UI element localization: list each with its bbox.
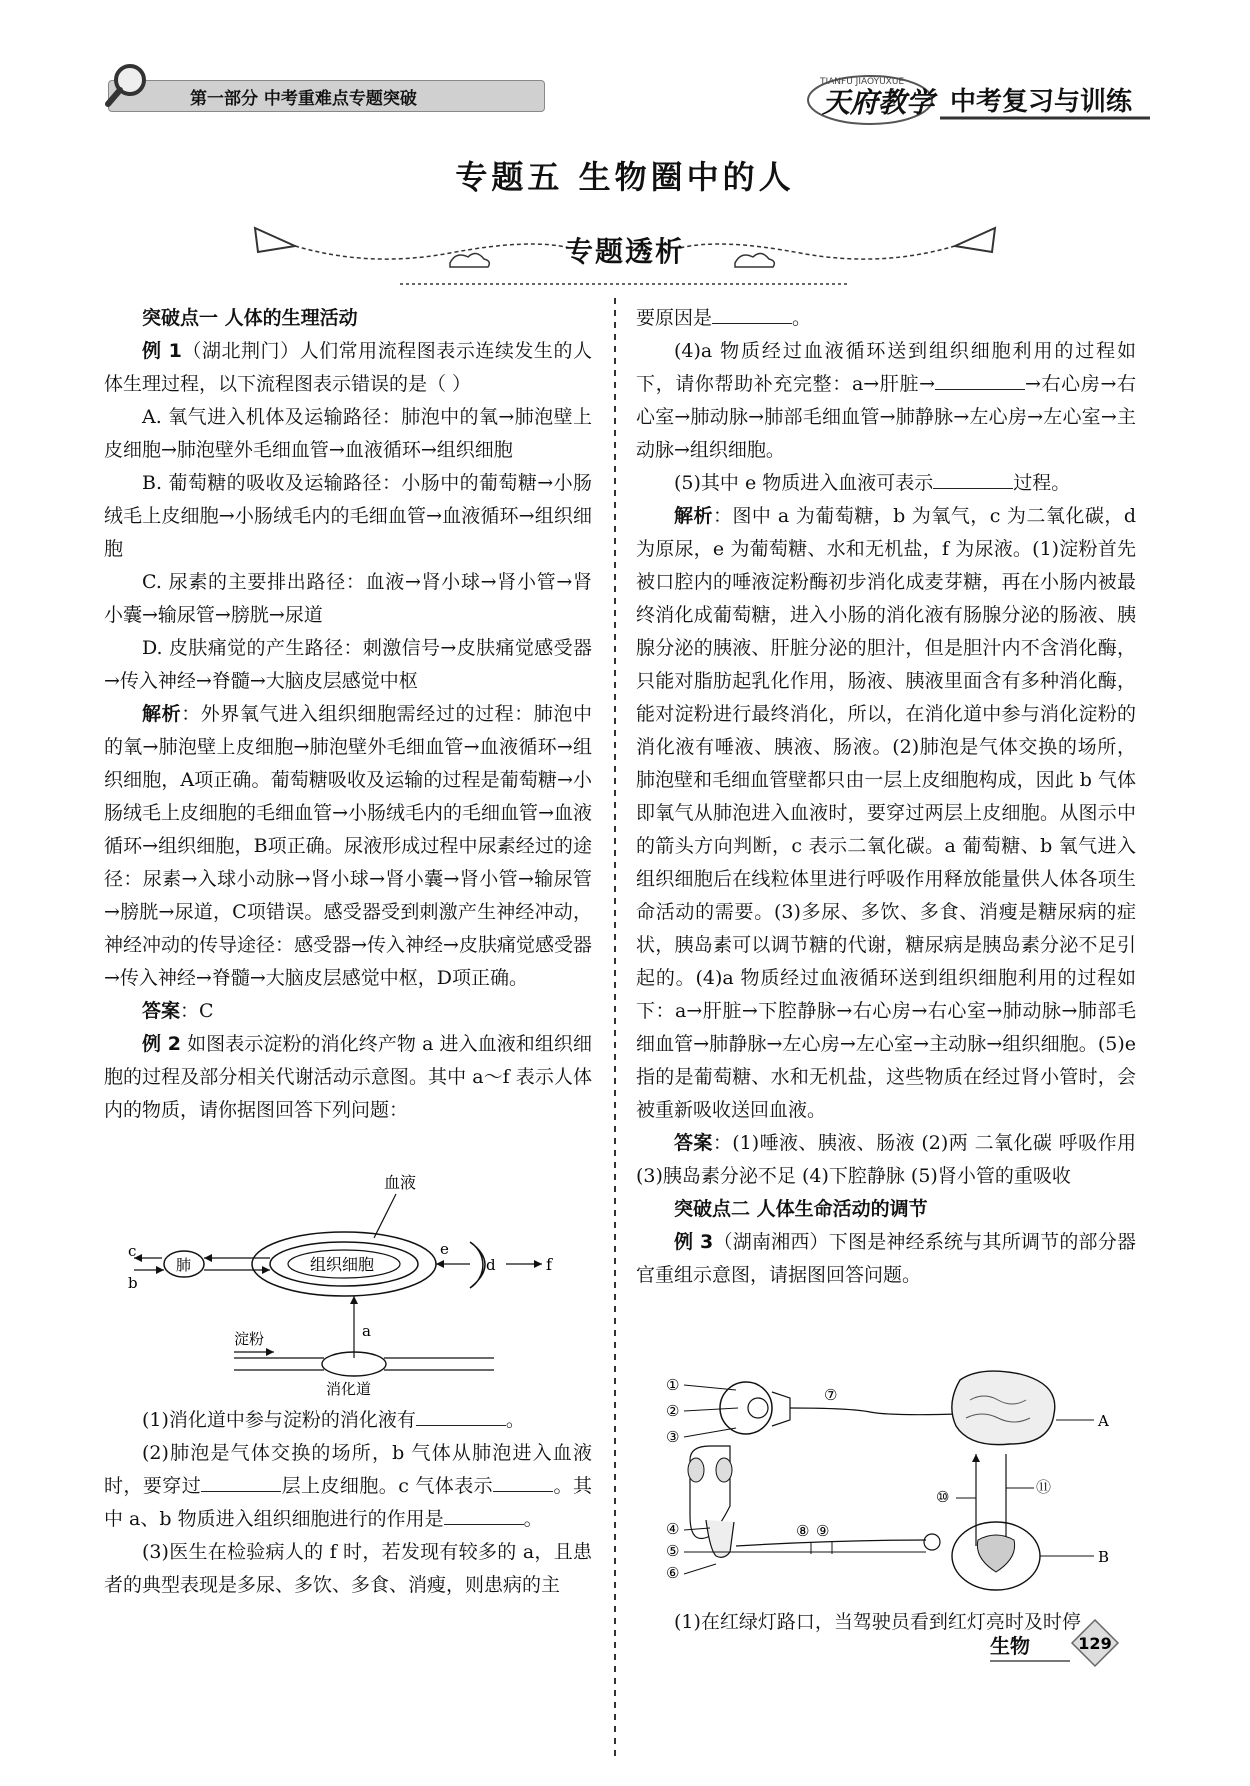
fig2-n5: ⑤ [666, 1542, 680, 1560]
example-2 [104, 1028, 592, 1127]
column-divider [614, 298, 616, 1758]
analysis-2-label: 解析 [674, 505, 713, 527]
example-1-text: （湖北荆门）人们常用流程图表示连续发生的人体生理过程，以下流程图表示错误的是（ ） [104, 340, 592, 395]
answer-blank[interactable] [493, 1473, 553, 1492]
answer-1-text: ：C [180, 1000, 214, 1022]
brand-pinyin: TIANFU JIAOYUXUE [820, 77, 905, 87]
question-5-text-a: (5)其中 e 物质进入血液可表示 [674, 472, 934, 494]
question-1-text: (1)消化道中参与淀粉的消化液有 [142, 1409, 416, 1431]
nervous-system-diagram [666, 1370, 1126, 1596]
analysis-1-label: 解析 [142, 703, 182, 725]
question-2-text-a: (2)肺泡是气体交换的场所，b 气体从肺泡进入血液时，要穿过 [104, 1442, 592, 1497]
fig1-a-label: a [362, 1322, 371, 1340]
answer-2-text: ：(1)唾液、胰液、肠液 (2)两 二氧化碳 呼吸作用 (3)胰岛素分泌不足 (4)下腔静脉 (5)肾小管的重吸收 [636, 1132, 1136, 1187]
left-questions [104, 1404, 592, 1602]
question-4-text-b: →右心房→右心室→肺动脉→肺部毛细血管→肺静脉→左心房→左心室→主动脉→组织细胞。 [636, 373, 1136, 461]
option-c: C. 尿素的主要排出路径：血液→肾小球→肾小管→肾小囊→输尿管→膀胱→尿道 [104, 571, 592, 626]
example-1 [104, 335, 592, 401]
question-3-end: 要原因是 。 [636, 307, 812, 329]
option-a: A. 氧气进入机体及运输路径：肺泡中的氧→肺泡壁上皮细胞→肺泡壁外毛细血管→血液循环→组织细胞 [104, 406, 592, 461]
brand-slogan: 中考复习与训练 [950, 87, 1133, 117]
fig1-d-label: d [486, 1256, 496, 1274]
header-section: 第一部分 中考重难点专题突破 [190, 89, 417, 109]
fig2-n11: ⑪ [1036, 1478, 1052, 1496]
fig2-n10: ⑩ [936, 1488, 950, 1506]
digestion-diagram [128, 1172, 564, 1400]
fig1-lung-label: 肺 [176, 1256, 192, 1274]
question-3-end-text: 要原因是 [636, 307, 713, 329]
example-2-label: 例 2 [142, 1033, 181, 1055]
fig2-n7: ⑦ [824, 1386, 838, 1404]
answer-blank[interactable] [444, 1506, 524, 1525]
question-6: (1)在红绿灯路口，当驾驶员看到红灯亮时及时停 [674, 1611, 1081, 1633]
fig1-cell-label: 组织细胞 [310, 1255, 375, 1274]
answer-blank[interactable] [933, 470, 1013, 489]
fig2-n2: ② [666, 1402, 680, 1420]
question-4-text-a: (4)a 物质经过血液循环送到组织细胞利用的过程如下，请你帮助补充完整：a→肝脏→ [636, 340, 1136, 395]
question-2: (2)肺泡是气体交换的场所，b 气体从肺泡进入血液时，要穿过 层上皮细胞。c 气体表示 。其中 a、b 物质进入组织细胞进行的作用是 。 [104, 1442, 592, 1530]
fig2-n9: ⑨ [816, 1522, 830, 1540]
analysis-1-text: ：外界氧气进入组织细胞需经过的过程：肺泡中的氧→肺泡壁上皮细胞→肺泡壁外毛细血管→血液循环→组织细胞，A项正确。葡萄糖吸收及运输的过程是葡萄糖→小肠绒毛上皮细胞的毛细血管→小肠绒毛内的毛细血管→血液循环→组织细胞，B项正确。尿液形成过程中尿素经过的途径：尿素→入球小动脉→肾小球→肾小囊→肾小管→输尿管→膀胱→尿道，C项错误。感受器受到刺激产生神经冲动，神经冲动的传导途径：感受器→传入神经→皮肤痛觉感受器→传入神经→脊髓→大脑皮层感觉中枢，D项正确。 [104, 703, 592, 989]
answer-2 [636, 1127, 1136, 1193]
answer-blank[interactable] [416, 1407, 506, 1426]
example-2-text: 如图表示淀粉的消化终产物 a 进入血液和组织细胞的过程及部分相关代谢活动示意图。其中 a～f 表示人体内的物质，请你据图回答下列问题： [104, 1033, 592, 1121]
analysis-2-text: ：图中 a 为葡萄糖，b 为氧气，c 为二氧化碳，d 为原尿，e 为葡萄糖、水和无机盐，f 为尿液。(1)淀粉首先被口腔内的唾液淀粉酶初步消化成麦芽糖，再在小肠内被最终消化成葡萄糖，进入小肠的消化液有肠腺分泌的肠液、胰腺分泌的胰液、肝脏分泌的胆汁，但是胆汁内不含消化酶，只能对脂肪起乳化作用，肠液、胰液里面含有多种消化酶，能对淀粉进行最终消化，所以，在消化道中参与消化淀粉的消化液有唾液、胰液、肠液。(2)肺泡是气体交换的场所，肺泡壁和毛细血管壁都只由一层上皮细胞构成，因此 b 气体即氧气从肺泡进入血液时，要穿过两层上皮细胞。从图示中的箭头方向判断，c 表示二氧化碳。a 葡萄糖、b 氧气进入组织细胞后在线粒体里进行呼吸作用释放能量供人体各项生命活动的需要。(3)多尿、多饮、多食、消瘦是糖尿病的症状，胰岛素可以调节糖的代谢，糖尿病是胰岛素分泌不足引起的。(4)a 物质经过血液循环送到组织细胞利用的过程如下：a→肝脏→下腔静脉→右心房→右心室→肺动脉→肺部毛细血管→肺静脉→左心房→左心室→主动脉→组织细胞。(5)e 指的是葡萄糖、水和无机盐，这些物质在经过肾小管时，会被重新吸收送回血液。 [636, 505, 1136, 1121]
analysis-2 [636, 500, 1136, 1127]
footer-subject: 生物 [990, 1634, 1030, 1658]
question-1: (1)消化道中参与淀粉的消化液有 。 [142, 1409, 525, 1431]
breakpoint-one-heading: 突破点一 人体的生理活动 [142, 307, 358, 329]
fig2-n6: ⑥ [666, 1564, 680, 1582]
fig1-f-label: f [546, 1255, 552, 1274]
answer-1-label: 答案 [142, 1000, 181, 1022]
right-questions [636, 1606, 1136, 1639]
example-3-label: 例 3 [674, 1231, 714, 1253]
answer-2-label: 答案 [674, 1132, 713, 1154]
example-3 [636, 1226, 1136, 1292]
magnifier-icon [104, 62, 150, 108]
footer-line [990, 1660, 1070, 1662]
page-title: 专题五 生物圈中的人 [455, 158, 795, 196]
fig2-n4: ④ [666, 1520, 680, 1538]
question-5-text-b: 过程。 [1013, 472, 1071, 494]
fig1-blood-label: 血液 [384, 1173, 417, 1192]
option-d: D. 皮肤痛觉的产生路径：刺激信号→皮肤痛觉感受器→传入神经→脊髓→大脑皮层感觉中枢 [104, 637, 592, 692]
analysis-1 [104, 698, 592, 995]
question-2-text-b: 层上皮细胞。c 气体表示 [281, 1475, 494, 1497]
left-column [104, 302, 592, 1127]
fig2-n8: ⑧ [796, 1522, 810, 1540]
question-2-text-c: 。其中 a、b 物质进入组织细胞进行的作用是 [104, 1475, 592, 1530]
fig1-e-label: e [440, 1240, 449, 1258]
example-1-label: 例 1 [142, 340, 182, 362]
option-b: B. 葡萄糖的吸收及运输路径：小肠中的葡萄糖→小肠绒毛上皮细胞→小肠绒毛内的毛细血管→血液循环→组织细胞 [104, 472, 592, 560]
brand-name: 天府教学 [822, 86, 935, 119]
right-column [636, 302, 1136, 1292]
fig1-tract-label: 消化道 [326, 1380, 372, 1398]
fig2-A: A [1098, 1412, 1109, 1430]
example-3-text: （湖南湘西）下图是神经系统与其所调节的部分器官重组示意图，请据图回答问题。 [636, 1231, 1136, 1286]
fig1-b-label: b [128, 1274, 138, 1292]
answer-blank[interactable] [201, 1473, 281, 1492]
fig2-B: B [1098, 1548, 1110, 1566]
fig1-starch-label: 淀粉 [234, 1330, 265, 1348]
section-title: 专题透析 [564, 235, 685, 268]
fig2-n1: ① [666, 1376, 680, 1394]
fig1-c-label: c [128, 1242, 137, 1260]
question-4 [636, 335, 1136, 467]
question-3: (3)医生在检验病人的 f 时，若发现有较多的 a，且患者的典型表现是多尿、多饮、多食、消瘦，则患病的主 [104, 1541, 592, 1596]
answer-blank[interactable] [935, 371, 1025, 390]
page-number: 129 [1078, 1634, 1112, 1653]
breakpoint-two-heading: 突破点二 人体生命活动的调节 [674, 1198, 928, 1220]
brand-logo [800, 70, 1160, 130]
question-5 [636, 467, 1136, 500]
answer-blank[interactable] [712, 305, 792, 324]
page-number-badge [1070, 1618, 1120, 1668]
fig2-n3: ③ [666, 1428, 680, 1446]
answer-1 [104, 995, 592, 1028]
